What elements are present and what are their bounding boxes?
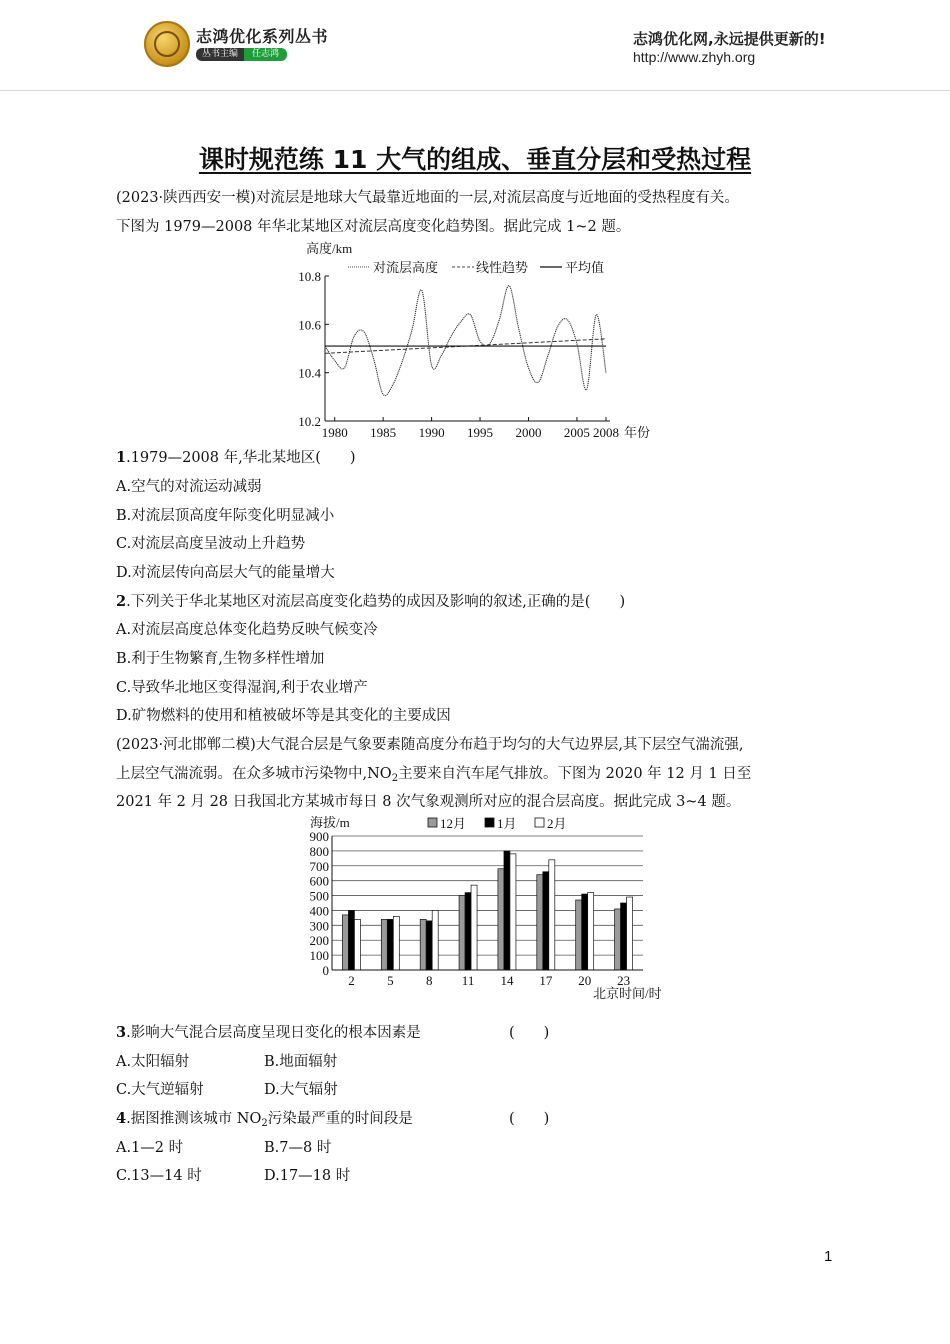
- bar: [627, 897, 633, 970]
- bar: [459, 896, 465, 970]
- bar: [549, 860, 555, 970]
- series-troposphere-height: [325, 286, 606, 396]
- line-chart-ytick-label: 10.6: [298, 317, 321, 333]
- q2-option-c[interactable]: C.导致华北地区变得湿润,利于农业增产: [116, 680, 368, 696]
- q2-option-a[interactable]: A.对流层高度总体变化趋势反映气候变冷: [116, 622, 378, 638]
- legend-label-mean: 平均值: [565, 260, 605, 275]
- q1-stem-text: .1979—2008 年,华北某地区( ): [126, 450, 356, 466]
- q2-stem: [116, 592, 625, 612]
- bar: [426, 921, 432, 970]
- bar-chart-ytick-label: 600: [309, 873, 329, 889]
- bar-chart-xtick-label: 23: [617, 973, 631, 988]
- editor-name: 任志鸿: [244, 48, 287, 61]
- bar: [510, 854, 516, 970]
- q2-option-b[interactable]: B.利于生物繁育,生物多样性增加: [116, 651, 325, 667]
- bar-chart-xtick-label: 11: [461, 973, 475, 988]
- line-chart-xtick-label: 1980: [321, 425, 348, 440]
- bar-chart-ytick-label: 0: [322, 963, 329, 978]
- line-chart-xtick-label: 2000: [515, 425, 542, 440]
- q3-option-d[interactable]: D.大气辐射: [264, 1082, 338, 1098]
- editor-label: 丛书主编: [196, 48, 244, 61]
- bar-chart-xtick-label: 5: [387, 973, 394, 988]
- line-chart-xlabel: 年份: [624, 425, 651, 440]
- bar-chart-xtick-label: 2: [348, 973, 355, 988]
- q4-number: 4: [116, 1110, 127, 1127]
- troposphere-height-chart: [290, 236, 670, 446]
- passage2-line3: 2021 年 2 月 28 日我国北方某城市每日 8 次气象观测所对应的混合层高度。据此完成 3~4 题。: [116, 794, 741, 810]
- line-chart-xtick-label: 1985: [370, 425, 397, 440]
- bar-chart-xlabel: 北京时间/时: [593, 986, 662, 1001]
- bar: [576, 900, 582, 970]
- bar: [420, 919, 426, 970]
- no2-subscript: 2: [391, 773, 399, 784]
- q3-answer-paren[interactable]: ( ): [509, 1025, 550, 1041]
- site-url[interactable]: http://www.zhyh.org: [633, 49, 756, 65]
- bar: [465, 893, 471, 970]
- bar: [498, 869, 504, 970]
- q3-option-a[interactable]: A.太阳辐射: [116, 1054, 190, 1070]
- bar: [543, 872, 549, 970]
- bar-chart-xtick-label: 17: [539, 973, 553, 988]
- q2-stem-text: .下列关于华北某地区对流层高度变化趋势的成因及影响的叙述,正确的是( ): [126, 594, 626, 610]
- q1-option-a[interactable]: A.空气的对流运动减弱: [116, 479, 262, 495]
- bar: [342, 915, 348, 970]
- q1-option-d[interactable]: D.对流层传向高层大气的能量增大: [116, 565, 335, 581]
- bar: [432, 910, 438, 970]
- legend-label-trend: 线性趋势: [476, 260, 529, 275]
- q3-stem: [116, 1023, 421, 1043]
- bar: [387, 919, 393, 970]
- bar-chart-ytick-label: 100: [309, 948, 329, 964]
- bar-chart-ytick-label: 300: [309, 918, 329, 934]
- q4-option-b[interactable]: B.7—8 时: [264, 1140, 332, 1156]
- line-chart-ytick-label: 10.8: [298, 269, 321, 284]
- bar: [582, 894, 588, 970]
- q2-number: 2: [116, 593, 127, 610]
- bar: [588, 893, 594, 970]
- bar-legend-label: 12月: [440, 816, 467, 831]
- q4-option-a[interactable]: A.1—2 时: [116, 1140, 184, 1156]
- q4-option-d[interactable]: D.17—18 时: [264, 1168, 351, 1184]
- line-chart-xtick-label: 1995: [467, 425, 494, 440]
- bar: [354, 919, 360, 970]
- bar-chart-ytick-label: 700: [309, 858, 329, 874]
- q4-option-c[interactable]: C.13—14 时: [116, 1168, 202, 1184]
- q3-stem-text: .影响大气混合层高度呈现日变化的根本因素是: [126, 1025, 421, 1041]
- q1-option-c[interactable]: C.对流层高度呈波动上升趋势: [116, 536, 306, 552]
- line-chart-ytick-label: 10.2: [298, 414, 321, 429]
- bar: [381, 919, 387, 970]
- passage1-line2: 下图为 1979—2008 年华北某地区对流层高度变化趋势图。据此完成 1~2 题。: [116, 219, 631, 235]
- bar-chart-ytick-label: 800: [309, 843, 329, 859]
- q4-stem: [116, 1109, 413, 1134]
- bar: [393, 916, 399, 970]
- q1-option-b[interactable]: B.对流层顶高度年际变化明显减小: [116, 508, 335, 524]
- bar: [615, 909, 621, 970]
- bar-chart-xtick-label: 20: [578, 973, 592, 988]
- q4-no2-subscript: 2: [261, 1118, 268, 1129]
- bar-legend-label: 2月: [547, 816, 567, 831]
- site-slogan: 志鸿优化网,永远提供更新的!: [633, 30, 826, 48]
- bar-chart-ylabel: 海拔/m: [310, 815, 350, 830]
- q3-option-c[interactable]: C.大气逆辐射: [116, 1082, 204, 1098]
- bar-chart-ytick-label: 400: [309, 903, 329, 919]
- bar-chart-xtick-label: 8: [425, 973, 433, 988]
- line-chart-xtick-label: 1990: [418, 425, 445, 440]
- q3-number: 3: [116, 1024, 127, 1041]
- q1-number: 1: [116, 449, 127, 466]
- bar-legend-label: 1月: [497, 816, 517, 831]
- bar: [348, 910, 354, 970]
- bar: [537, 875, 543, 970]
- q1-stem: [116, 448, 356, 468]
- bar: [471, 885, 477, 970]
- q2-option-d[interactable]: D.矿物燃料的使用和植被破坏等是其变化的主要成因: [116, 708, 451, 724]
- q4-stem-b: 污染最严重的时间段是: [267, 1111, 413, 1127]
- line-chart-xtick-label: 2008: [593, 425, 619, 440]
- q3-option-b[interactable]: B.地面辐射: [264, 1054, 338, 1070]
- bar-chart-ytick-label: 500: [309, 888, 329, 904]
- bar-chart-ytick-label: 900: [309, 829, 329, 844]
- q4-stem-a: .据图推测该城市 NO: [126, 1111, 262, 1127]
- passage2-line1: (2023·河北邯郸二模)大气混合层是气象要素随高度分布趋于均匀的大气边界层,其下层空气湍流强,: [116, 737, 744, 753]
- mixing-layer-height-chart: [290, 812, 670, 1007]
- series-title: 志鸿优化系列丛书: [196, 27, 329, 46]
- page-title: 课时规范练 11 大气的组成、垂直分层和受热过程: [198, 145, 752, 174]
- q4-answer-paren[interactable]: ( ): [509, 1111, 550, 1127]
- bar-legend-swatch: [428, 818, 437, 827]
- bar-legend-swatch: [535, 818, 544, 827]
- passage2-line2: [116, 764, 751, 789]
- legend-label-height: 对流层高度: [373, 260, 439, 275]
- bar-legend-swatch: [485, 818, 494, 827]
- bar: [621, 903, 627, 970]
- passage1-line1: (2023·陕西西安一模)对流层是地球大气最靠近地面的一层,对流层高度与近地面的受热程度有关。: [116, 190, 739, 206]
- line-chart-ylabel: 高度/km: [306, 241, 353, 256]
- passage2-line2-a: 上层空气湍流弱。在众多城市污染物中,NO: [116, 766, 392, 782]
- bar-chart-ytick-label: 200: [309, 933, 329, 949]
- page-number: 1: [824, 1248, 833, 1265]
- bar: [504, 851, 510, 970]
- header-divider: [0, 90, 950, 91]
- publisher-logo: [144, 21, 190, 67]
- passage2-line2-b: 主要来自汽车尾气排放。下图为 2020 年 12 月 1 日至: [398, 766, 752, 782]
- bar-chart-xtick-label: 14: [500, 973, 514, 988]
- line-chart-xtick-label: 2005: [563, 425, 590, 440]
- editor-badge: [196, 48, 287, 61]
- line-chart-ytick-label: 10.4: [298, 365, 321, 381]
